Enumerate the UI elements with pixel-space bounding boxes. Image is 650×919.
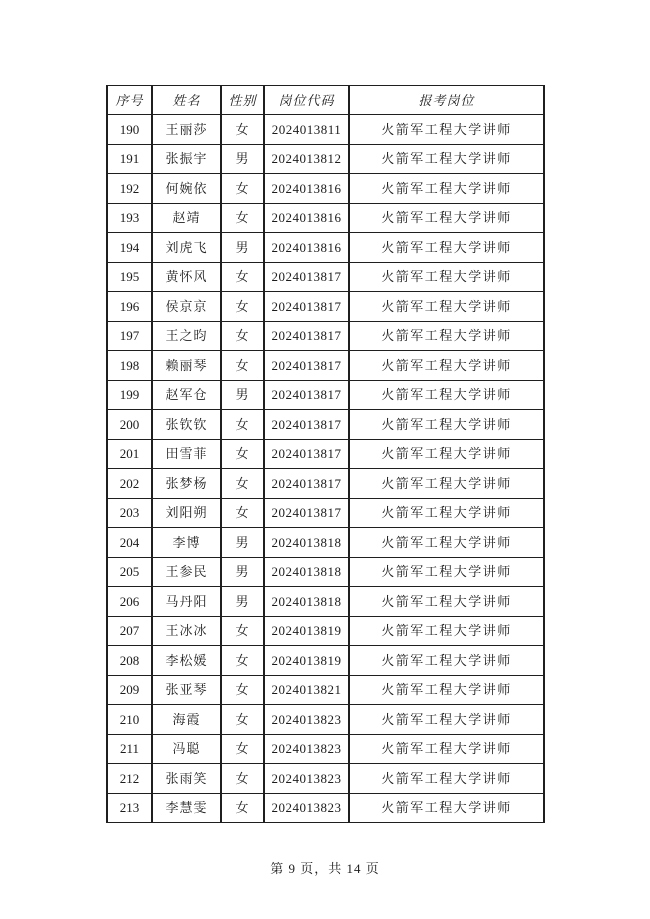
cell-applied-position: 火箭军工程大学讲师	[349, 793, 544, 823]
cell-name: 张梦杨	[152, 469, 221, 499]
table-row	[107, 646, 544, 676]
cell-position-code: 2024013817	[264, 469, 349, 499]
cell-name: 海霞	[152, 705, 221, 735]
cell-gender: 男	[221, 587, 264, 617]
cell-applied-position: 火箭军工程大学讲师	[349, 351, 544, 381]
cell-gender: 女	[221, 351, 264, 381]
cell-serial: 192	[107, 174, 152, 204]
cell-name: 张雨笑	[152, 764, 221, 794]
cell-name: 刘阳朔	[152, 498, 221, 528]
cell-serial: 213	[107, 793, 152, 823]
cell-applied-position: 火箭军工程大学讲师	[349, 616, 544, 646]
cell-name: 赵军仓	[152, 380, 221, 410]
table-row	[107, 557, 544, 587]
cell-gender: 女	[221, 203, 264, 233]
cell-gender: 女	[221, 174, 264, 204]
table-row	[107, 734, 544, 764]
cell-name: 侯京京	[152, 292, 221, 322]
cell-name: 田雪菲	[152, 439, 221, 469]
cell-serial: 196	[107, 292, 152, 322]
cell-gender: 男	[221, 380, 264, 410]
table-row	[107, 380, 544, 410]
cell-serial: 200	[107, 410, 152, 440]
cell-applied-position: 火箭军工程大学讲师	[349, 380, 544, 410]
table-row	[107, 262, 544, 292]
cell-serial: 211	[107, 734, 152, 764]
cell-position-code: 2024013819	[264, 616, 349, 646]
cell-applied-position: 火箭军工程大学讲师	[349, 528, 544, 558]
cell-applied-position: 火箭军工程大学讲师	[349, 262, 544, 292]
cell-name: 马丹阳	[152, 587, 221, 617]
cell-position-code: 2024013816	[264, 233, 349, 263]
cell-applied-position: 火箭军工程大学讲师	[349, 587, 544, 617]
cell-position-code: 2024013819	[264, 646, 349, 676]
cell-name: 李慧雯	[152, 793, 221, 823]
column-header-name: 姓名	[152, 86, 221, 115]
cell-gender: 女	[221, 321, 264, 351]
cell-serial: 194	[107, 233, 152, 263]
cell-name: 张钦钦	[152, 410, 221, 440]
cell-serial: 203	[107, 498, 152, 528]
table-row	[107, 793, 544, 823]
table-row	[107, 764, 544, 794]
cell-serial: 208	[107, 646, 152, 676]
cell-name: 冯聪	[152, 734, 221, 764]
cell-position-code: 2024013818	[264, 587, 349, 617]
cell-applied-position: 火箭军工程大学讲师	[349, 321, 544, 351]
table-row	[107, 203, 544, 233]
cell-gender: 男	[221, 144, 264, 174]
cell-gender: 女	[221, 498, 264, 528]
cell-position-code: 2024013818	[264, 557, 349, 587]
cell-serial: 205	[107, 557, 152, 587]
cell-position-code: 2024013816	[264, 174, 349, 204]
cell-serial: 198	[107, 351, 152, 381]
table-row	[107, 292, 544, 322]
column-header-applied-position: 报考岗位	[349, 86, 544, 115]
cell-gender: 女	[221, 262, 264, 292]
cell-position-code: 2024013811	[264, 115, 349, 145]
cell-gender: 男	[221, 557, 264, 587]
cell-position-code: 2024013817	[264, 498, 349, 528]
cell-position-code: 2024013823	[264, 764, 349, 794]
applicants-table	[106, 85, 545, 823]
cell-serial: 204	[107, 528, 152, 558]
cell-applied-position: 火箭军工程大学讲师	[349, 115, 544, 145]
cell-applied-position: 火箭军工程大学讲师	[349, 764, 544, 794]
table-row	[107, 233, 544, 263]
cell-position-code: 2024013817	[264, 292, 349, 322]
cell-serial: 197	[107, 321, 152, 351]
cell-serial: 209	[107, 675, 152, 705]
cell-gender: 女	[221, 439, 264, 469]
table-row	[107, 705, 544, 735]
cell-position-code: 2024013817	[264, 380, 349, 410]
cell-name: 王冰冰	[152, 616, 221, 646]
column-header-position-code: 岗位代码	[264, 86, 349, 115]
cell-position-code: 2024013821	[264, 675, 349, 705]
cell-serial: 201	[107, 439, 152, 469]
cell-applied-position: 火箭军工程大学讲师	[349, 498, 544, 528]
cell-name: 李松媛	[152, 646, 221, 676]
table-row	[107, 616, 544, 646]
cell-serial: 195	[107, 262, 152, 292]
cell-gender: 女	[221, 705, 264, 735]
cell-position-code: 2024013817	[264, 321, 349, 351]
cell-gender: 女	[221, 469, 264, 499]
cell-applied-position: 火箭军工程大学讲师	[349, 469, 544, 499]
cell-name: 张亚琴	[152, 675, 221, 705]
cell-serial: 212	[107, 764, 152, 794]
cell-applied-position: 火箭军工程大学讲师	[349, 705, 544, 735]
cell-applied-position: 火箭军工程大学讲师	[349, 292, 544, 322]
cell-gender: 男	[221, 528, 264, 558]
table-row	[107, 144, 544, 174]
table-row	[107, 321, 544, 351]
cell-gender: 女	[221, 410, 264, 440]
cell-position-code: 2024013818	[264, 528, 349, 558]
column-header-gender: 性别	[221, 86, 264, 115]
cell-applied-position: 火箭军工程大学讲师	[349, 174, 544, 204]
cell-name: 赵靖	[152, 203, 221, 233]
cell-serial: 190	[107, 115, 152, 145]
cell-name: 李博	[152, 528, 221, 558]
table-row	[107, 498, 544, 528]
cell-position-code: 2024013812	[264, 144, 349, 174]
cell-applied-position: 火箭军工程大学讲师	[349, 675, 544, 705]
cell-position-code: 2024013823	[264, 705, 349, 735]
cell-name: 赖丽琴	[152, 351, 221, 381]
cell-gender: 女	[221, 764, 264, 794]
cell-name: 王之昀	[152, 321, 221, 351]
cell-applied-position: 火箭军工程大学讲师	[349, 410, 544, 440]
cell-gender: 女	[221, 115, 264, 145]
cell-gender: 女	[221, 646, 264, 676]
cell-serial: 193	[107, 203, 152, 233]
table-header-row	[107, 86, 544, 115]
cell-position-code: 2024013817	[264, 351, 349, 381]
table-row	[107, 469, 544, 499]
cell-name: 黄怀风	[152, 262, 221, 292]
cell-name: 刘虎飞	[152, 233, 221, 263]
cell-applied-position: 火箭军工程大学讲师	[349, 233, 544, 263]
cell-position-code: 2024013823	[264, 734, 349, 764]
applicants-table-container	[106, 85, 545, 823]
table-row	[107, 351, 544, 381]
table-row	[107, 528, 544, 558]
cell-gender: 女	[221, 734, 264, 764]
cell-applied-position: 火箭军工程大学讲师	[349, 439, 544, 469]
column-header-serial: 序号	[107, 86, 152, 115]
cell-gender: 女	[221, 292, 264, 322]
table-row	[107, 587, 544, 617]
cell-position-code: 2024013817	[264, 410, 349, 440]
cell-serial: 210	[107, 705, 152, 735]
cell-name: 王参民	[152, 557, 221, 587]
cell-serial: 202	[107, 469, 152, 499]
cell-applied-position: 火箭军工程大学讲师	[349, 557, 544, 587]
cell-gender: 女	[221, 616, 264, 646]
cell-gender: 女	[221, 675, 264, 705]
cell-applied-position: 火箭军工程大学讲师	[349, 734, 544, 764]
cell-gender: 男	[221, 233, 264, 263]
cell-position-code: 2024013816	[264, 203, 349, 233]
cell-name: 张振宇	[152, 144, 221, 174]
table-row	[107, 174, 544, 204]
cell-serial: 191	[107, 144, 152, 174]
cell-position-code: 2024013817	[264, 262, 349, 292]
cell-position-code: 2024013817	[264, 439, 349, 469]
cell-serial: 206	[107, 587, 152, 617]
table-row	[107, 410, 544, 440]
cell-name: 何婉依	[152, 174, 221, 204]
cell-name: 王丽莎	[152, 115, 221, 145]
table-row	[107, 675, 544, 705]
table-row	[107, 115, 544, 145]
cell-applied-position: 火箭军工程大学讲师	[349, 144, 544, 174]
table-row	[107, 439, 544, 469]
cell-serial: 199	[107, 380, 152, 410]
cell-applied-position: 火箭军工程大学讲师	[349, 203, 544, 233]
cell-applied-position: 火箭军工程大学讲师	[349, 646, 544, 676]
cell-serial: 207	[107, 616, 152, 646]
cell-position-code: 2024013823	[264, 793, 349, 823]
page-number: 第 9 页，共 14 页	[270, 861, 380, 876]
cell-gender: 女	[221, 793, 264, 823]
